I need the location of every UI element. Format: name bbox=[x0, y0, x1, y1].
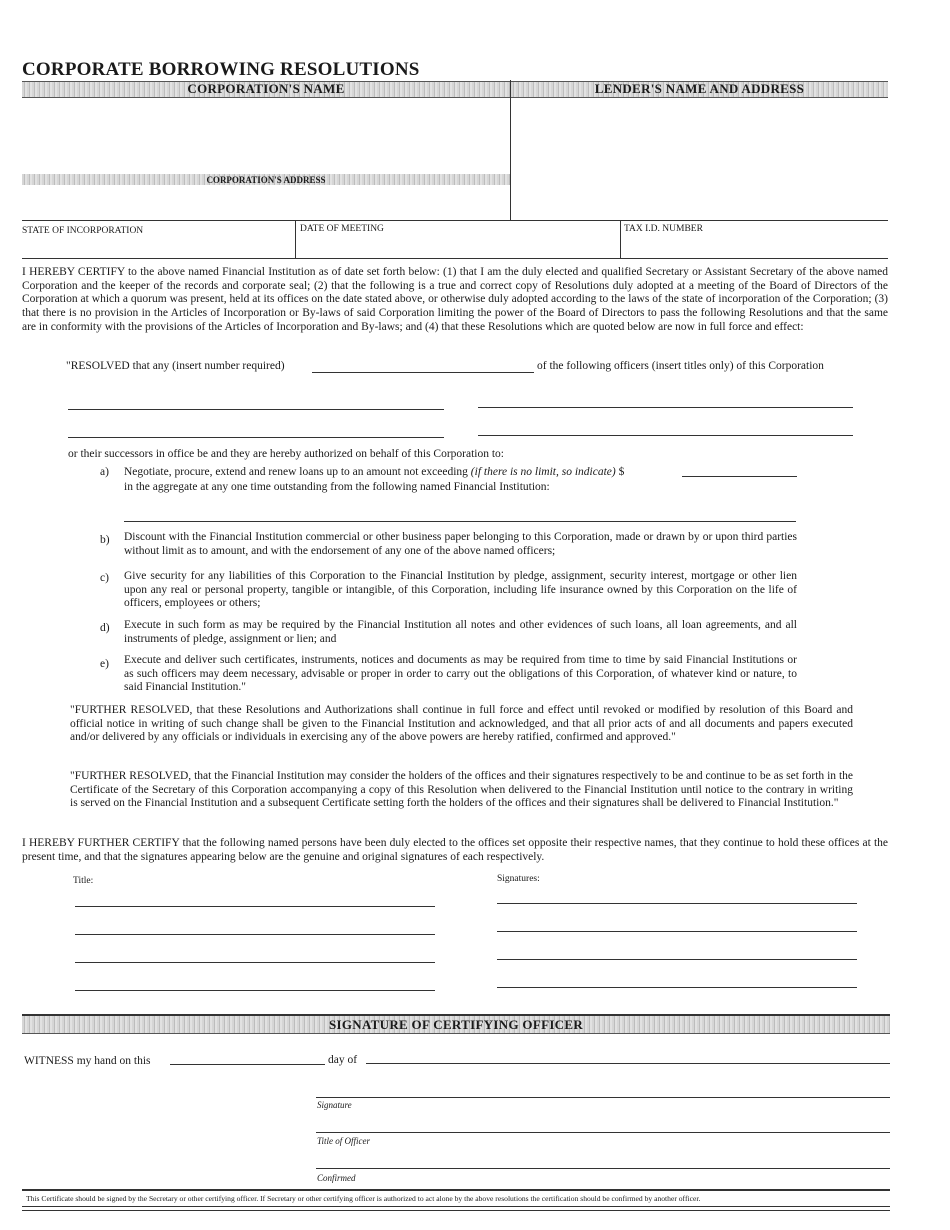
signatures-column-label: Signatures: bbox=[497, 874, 540, 884]
item-d-letter: d) bbox=[100, 622, 110, 634]
officer-title-entry[interactable] bbox=[75, 962, 435, 963]
title-of-officer-field[interactable] bbox=[316, 1132, 890, 1133]
financial-institution-line[interactable] bbox=[124, 521, 796, 522]
officer-title-line[interactable] bbox=[68, 437, 444, 438]
signature-label: Signature bbox=[317, 1100, 352, 1110]
confirmed-label: Confirmed bbox=[317, 1173, 356, 1183]
header-divider bbox=[510, 80, 511, 221]
officer-title-line[interactable] bbox=[68, 409, 444, 410]
item-a-dollar: $ bbox=[618, 466, 625, 478]
page-title: CORPORATE BORROWING RESOLUTIONS bbox=[22, 59, 420, 80]
state-of-incorporation-field[interactable] bbox=[22, 238, 294, 257]
resolved-suffix: of the following officers (insert titles only) of this Corporation bbox=[537, 360, 824, 372]
lender-name-label: LENDER'S NAME AND ADDRESS bbox=[594, 81, 805, 96]
item-e-text: Execute and deliver such certificates, instruments, notices and documents as may be required from time to time by said Financial Institutions or as such officers may deem necessary, advisable or proper in order to carry out the obligations of this Corporation, of whatever kind or nature, to said Financial Institution." bbox=[124, 654, 797, 694]
officer-signature-entry[interactable] bbox=[497, 931, 857, 932]
item-a-main: Negotiate, procure, extend and renew loans up to an amount not exceeding bbox=[124, 466, 468, 478]
resolved-prefix: "RESOLVED that any (insert number required) bbox=[66, 360, 285, 372]
item-c-letter: c) bbox=[100, 572, 109, 584]
footer-note: This Certificate should be signed by the Secretary or other certifying officer. If Secretary or other certifying officer is authorized to act alone by the above resolutions the certification should be confirmed by another officer. bbox=[26, 1194, 701, 1203]
title-of-officer-label: Title of Officer bbox=[317, 1136, 370, 1146]
witness-day-field[interactable] bbox=[170, 1064, 325, 1065]
item-a-text bbox=[124, 466, 684, 478]
item-a-italic: (if there is no limit, so indicate) bbox=[470, 466, 616, 478]
item-e-letter: e) bbox=[100, 658, 109, 670]
corporation-address-label: CORPORATION'S ADDRESS bbox=[206, 175, 326, 185]
further-certify-paragraph: I HEREBY FURTHER CERTIFY that the following named persons have been duly elected to the offices set opposite their respective names, that they continue to hold these offices at the present time, and that the signatures appearing below are the genuine and original signatures of each respectively. bbox=[22, 837, 888, 863]
item-a-letter: a) bbox=[100, 466, 109, 478]
item-b-text: Discount with the Financial Institution commercial or other business paper belonging to this Corporation, made or drawn by or upon third parties without limit as to amount, and with the endorsement of any one of the above named officers; bbox=[124, 531, 797, 557]
successors-text: or their successors in office be and they are hereby authorized on behalf of this Corporation to: bbox=[68, 448, 505, 460]
title-column-label: Title: bbox=[73, 876, 94, 886]
certifying-officer-label: SIGNATURE OF CERTIFYING OFFICER bbox=[328, 1017, 584, 1032]
loan-limit-line[interactable] bbox=[682, 476, 797, 477]
officer-title-line[interactable] bbox=[478, 407, 853, 408]
tax-id-label: TAX I.D. NUMBER bbox=[624, 224, 703, 234]
state-of-incorporation-label: STATE OF INCORPORATION bbox=[22, 226, 144, 236]
item-b-letter: b) bbox=[100, 534, 110, 546]
lender-address-field[interactable] bbox=[512, 98, 888, 220]
corporation-address-field[interactable] bbox=[22, 186, 510, 219]
further-resolved-1: "FURTHER RESOLVED, that these Resolutions and Authorizations shall continue in full force and effect until revoked or modified by resolution of this Board and official notice in writing of such change shall be given to the Financial Institution and acknowledged, and that all prior acts of and all documents and papers executed and/or delivered by any officials or individuals in exercising any of the above powers are hereby ratified, confirmed and approved." bbox=[70, 704, 853, 744]
date-of-meeting-label: DATE OF MEETING bbox=[300, 224, 384, 234]
item-d-text: Execute in such form as may be required by the Financial Institution all notes and other evidences of such loans, all loan agreements, and all instruments of pledge, assignment or lien; and bbox=[124, 619, 797, 645]
officer-title-entry[interactable] bbox=[75, 906, 435, 907]
corporation-name-field[interactable] bbox=[22, 98, 510, 173]
day-of-label: day of bbox=[328, 1054, 358, 1066]
further-resolved-2: "FURTHER RESOLVED, that the Financial Institution may consider the holders of the offices and their signatures respectively to be and continue to be as set forth in the Certificate of the Secretary of this Corporation accompanying a copy of this Resolution when delivered to the Financial Institution until notice to the contrary in writing is served on the Financial Institution and a subsequent Certificate setting forth the holders of the offices and their signatures shall be delivered to Financial Institution." bbox=[70, 770, 853, 810]
item-a-text2: in the aggregate at any one time outstanding from the following named Financial Institution: bbox=[124, 481, 550, 493]
date-of-meeting-field[interactable] bbox=[297, 238, 619, 257]
confirmed-field[interactable] bbox=[316, 1168, 890, 1169]
officer-title-entry[interactable] bbox=[75, 990, 435, 991]
number-required-line[interactable] bbox=[312, 372, 534, 373]
officer-signature-entry[interactable] bbox=[497, 987, 857, 988]
officer-title-entry[interactable] bbox=[75, 934, 435, 935]
item-c-text: Give security for any liabilities of this Corporation to the Financial Institution by pledge, assignment, security interest, mortgage or other lien upon any real or personal property, tangible or intangible, of this Corporation, including life insurance owned by this Corporation on the life of officers, employees or others; bbox=[124, 570, 797, 610]
witness-month-field[interactable] bbox=[366, 1063, 890, 1064]
officer-signature-entry[interactable] bbox=[497, 959, 857, 960]
tax-id-field[interactable] bbox=[622, 238, 887, 257]
certify-paragraph: I HEREBY CERTIFY to the above named Financial Institution as of date set forth below: (1) that I am the duly elected and qualified Secretary or Assistant Secretary of the above named Corporation and the keeper of the records and corporate seal; (2) that the following is a true and correct copy of Resolutions duly adopted at a meeting of the Board of Directors of the Corporation at which a quorum was present, held at its offices on the date stated above, or otherwise duly adopted according to the laws of the state of incorporation of the Corporation; (3) that there is no provision in the Articles of Incorporation or By-laws of said Corporation limiting the power of the Board of Directors to pass the following Resolutions and that the same are in conformity with the provisions of the Articles of Incorporation and By-laws; and (4) that these Resolutions which are quoted below are now in full force and effect: bbox=[22, 266, 888, 333]
witness-prefix: WITNESS my hand on this bbox=[24, 1055, 151, 1067]
corporation-name-label: CORPORATION'S NAME bbox=[187, 81, 345, 96]
signature-field[interactable] bbox=[316, 1097, 890, 1098]
officer-signature-entry[interactable] bbox=[497, 903, 857, 904]
officer-title-line[interactable] bbox=[478, 435, 853, 436]
